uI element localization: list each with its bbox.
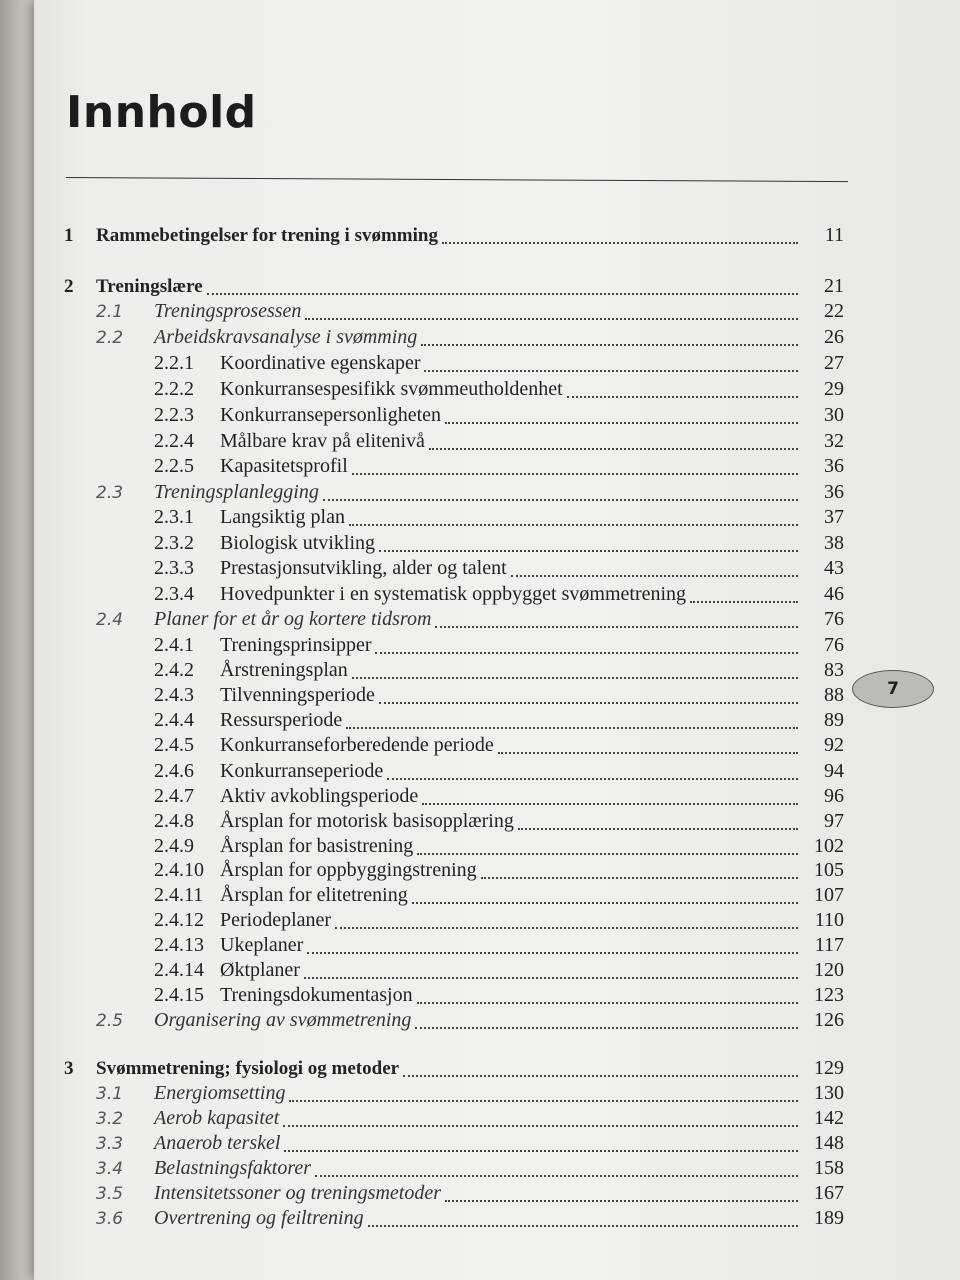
toc-entry xyxy=(64,455,844,481)
toc-entry-title: Aerob kapasitet xyxy=(154,1107,280,1129)
dot-leader xyxy=(442,242,798,244)
toc-entry-title: Treningsdokumentasjon xyxy=(220,984,413,1006)
toc-entry-number: 2.3.4 xyxy=(154,583,194,605)
toc-entry-number: 3 xyxy=(64,1058,74,1079)
toc-entry xyxy=(64,1057,844,1083)
toc-entry-page: 76 xyxy=(824,608,844,630)
dot-leader xyxy=(289,1100,798,1102)
toc-entry-page: 32 xyxy=(824,430,844,452)
toc-entry-title: Energiomsetting xyxy=(154,1082,286,1104)
toc-entry xyxy=(64,684,844,710)
toc-entry-number: 2.3.3 xyxy=(154,557,194,579)
toc-entry xyxy=(64,634,844,660)
toc-entry-page: 26 xyxy=(824,326,844,348)
toc-entry-number: 2.4.11 xyxy=(154,884,204,906)
toc-entry-title: Intensitetssoner og treningsmetoder xyxy=(154,1182,442,1204)
toc-entry-number: 2.4.12 xyxy=(154,909,204,931)
toc-entry-title: Aktiv avkoblingsperiode xyxy=(220,785,419,807)
toc-entry-page: 22 xyxy=(824,300,844,322)
dot-leader xyxy=(417,853,798,855)
dot-leader xyxy=(435,626,798,628)
toc-entry-number: 2.5 xyxy=(96,1011,124,1031)
toc-entry-title: Anaerob terskel xyxy=(154,1132,281,1154)
toc-entry xyxy=(64,608,844,634)
toc-entry-number: 2.2.4 xyxy=(154,430,194,452)
toc-entry-number: 3.1 xyxy=(96,1084,124,1104)
dot-leader xyxy=(481,877,798,879)
dot-leader xyxy=(567,396,798,398)
toc-entry-title: Konkurranseperiode xyxy=(220,760,384,782)
toc-entry xyxy=(64,859,844,885)
toc-entry-page: 38 xyxy=(824,532,844,554)
dot-leader xyxy=(379,550,798,552)
toc-entry-number: 2.4.3 xyxy=(154,684,194,706)
toc-entry-page: 97 xyxy=(824,810,844,832)
toc-entry-page: 43 xyxy=(824,557,844,579)
toc-entry-title: Planer for et år og kortere tidsrom xyxy=(154,608,432,630)
toc-entry-title: Svømmetrening; fysiologi og metoder xyxy=(96,1058,400,1079)
dot-leader xyxy=(690,601,798,603)
toc-entry-number: 2.4.9 xyxy=(154,835,194,857)
toc-entry-page: 167 xyxy=(814,1182,844,1204)
toc-entry xyxy=(64,1107,844,1133)
toc-entry xyxy=(64,1207,844,1233)
toc-entry-number: 3.3 xyxy=(96,1134,124,1154)
toc-entry-title: Belastningsfaktorer xyxy=(154,1157,312,1179)
dot-leader xyxy=(352,677,798,679)
toc-entry xyxy=(64,1132,844,1158)
toc-entry-title: Arbeidskravsanalyse i svømming xyxy=(154,326,418,348)
toc-entry-title: Tilvenningsperiode xyxy=(220,684,375,706)
dot-leader xyxy=(421,344,798,346)
toc-entry-title: Periodeplaner xyxy=(220,909,332,931)
dot-leader xyxy=(511,575,798,577)
toc-entry-page: 29 xyxy=(824,378,844,400)
toc-entry-page: 105 xyxy=(814,859,844,881)
dot-leader xyxy=(375,652,798,654)
toc-entry-page: 88 xyxy=(824,684,844,706)
toc-entry xyxy=(64,506,844,532)
toc-entry-number: 2.2.2 xyxy=(154,378,194,400)
toc-entry-title: Langsiktig plan xyxy=(220,506,345,528)
toc-entry-title: Årsplan for elitetrening xyxy=(220,884,408,906)
toc-entry-title: Hovedpunkter i en systematisk oppbygget svømmetrening xyxy=(220,583,687,605)
dot-leader xyxy=(422,803,798,805)
toc-entry-number: 2.3.2 xyxy=(154,532,194,554)
dot-leader xyxy=(304,977,798,979)
dot-leader xyxy=(346,727,798,729)
toc-entry-title: Årsplan for motorisk basisopplæring xyxy=(220,810,514,832)
dot-leader xyxy=(207,293,798,295)
toc-entry-page: 130 xyxy=(814,1082,844,1104)
toc-entry-page: 189 xyxy=(814,1207,844,1229)
toc-entry xyxy=(64,1009,844,1035)
dot-leader xyxy=(349,524,798,526)
dot-leader xyxy=(403,1075,798,1077)
toc-entry-title: Treningsprinsipper xyxy=(220,634,372,656)
toc-entry-title: Årsplan for oppbyggingstrening xyxy=(220,859,477,881)
toc-entry xyxy=(64,835,844,861)
toc-entry-page: 117 xyxy=(814,934,844,956)
toc-entry-number: 2.4.4 xyxy=(154,709,194,731)
page-heading: Innhold xyxy=(66,87,257,139)
toc-entry-page: 158 xyxy=(814,1157,844,1179)
toc-entry-page: 89 xyxy=(824,709,844,731)
toc-entry-number: 2 xyxy=(64,276,74,297)
toc-entry-title: Konkurransespesifikk svømmeutholdenhet xyxy=(220,378,563,400)
toc-entry-number: 1 xyxy=(64,225,74,246)
toc-entry-number: 2.4 xyxy=(96,610,124,630)
toc-entry-title: Organisering av svømmetrening xyxy=(154,1009,412,1031)
toc-entry xyxy=(64,378,844,404)
toc-entry-number: 2.4.2 xyxy=(154,659,194,681)
toc-entry-number: 2.3.1 xyxy=(154,506,194,528)
dot-leader xyxy=(417,1002,798,1004)
toc-entry xyxy=(64,734,844,760)
dot-leader xyxy=(379,702,798,704)
toc-entry-number: 2.2.5 xyxy=(154,455,194,477)
toc-entry xyxy=(64,275,844,301)
toc-entry-page: 76 xyxy=(824,634,844,656)
toc-entry-number: 3.4 xyxy=(96,1159,124,1179)
toc-entry xyxy=(64,300,844,326)
dot-leader xyxy=(445,1200,798,1202)
toc-entry-number: 2.4.14 xyxy=(154,959,204,981)
dot-leader xyxy=(305,318,798,320)
dot-leader xyxy=(368,1225,798,1227)
dot-leader xyxy=(284,1150,798,1152)
toc-entry-number: 3.2 xyxy=(96,1109,124,1129)
toc-entry xyxy=(64,1182,844,1208)
toc-entry-number: 2.4.7 xyxy=(154,785,194,807)
toc-entry-title: Prestasjonsutvikling, alder og talent xyxy=(220,557,507,579)
toc-entry xyxy=(64,532,844,558)
dot-leader xyxy=(415,1027,798,1029)
page-number-tab: 7 xyxy=(852,670,934,708)
toc-entry-page: 46 xyxy=(824,583,844,605)
toc-entry-title: Målbare krav på elitenivå xyxy=(220,430,425,452)
toc-entry xyxy=(64,785,844,811)
toc-entry xyxy=(64,583,844,609)
toc-entry-page: 123 xyxy=(814,984,844,1006)
dot-leader xyxy=(498,752,798,754)
toc-entry-title: Ukeplaner xyxy=(220,934,304,956)
toc-entry xyxy=(64,709,844,735)
toc-entry-number: 3.6 xyxy=(96,1209,124,1229)
toc-entry-page: 83 xyxy=(824,659,844,681)
toc-entry-page: 27 xyxy=(824,352,844,374)
toc-entry xyxy=(64,934,844,960)
toc-entry-number: 2.2.3 xyxy=(154,404,194,426)
toc-entry xyxy=(64,481,844,507)
toc-entry-title: Treningslære xyxy=(96,276,203,297)
toc-entry xyxy=(64,659,844,685)
toc-entry-number: 2.4.6 xyxy=(154,760,194,782)
dot-leader xyxy=(352,473,798,475)
toc-entry-number: 2.4.10 xyxy=(154,859,204,881)
toc-entry-page: 102 xyxy=(814,835,844,857)
toc-entry-page: 37 xyxy=(824,506,844,528)
dot-leader xyxy=(307,952,798,954)
toc-entry-number: 2.4.8 xyxy=(154,810,194,832)
toc-entry-page: 94 xyxy=(824,760,844,782)
toc-entry xyxy=(64,884,844,910)
toc-entry-number: 2.4.15 xyxy=(154,984,204,1006)
toc-entry xyxy=(64,326,844,352)
toc-entry-number: 2.4.13 xyxy=(154,934,204,956)
toc-entry-number: 2.3 xyxy=(96,483,124,503)
toc-entry-title: Kapasitetsprofil xyxy=(220,455,348,477)
toc-entry-page: 107 xyxy=(814,884,844,906)
toc-entry-page: 92 xyxy=(824,734,844,756)
dot-leader xyxy=(429,448,798,450)
toc-entry xyxy=(64,984,844,1010)
toc-entry-number: 2.2 xyxy=(96,328,124,348)
toc-entry xyxy=(64,959,844,985)
toc-entry xyxy=(64,1082,844,1108)
toc-entry xyxy=(64,760,844,786)
toc-entry-number: 2.1 xyxy=(96,302,124,322)
toc-entry-page: 120 xyxy=(814,959,844,981)
toc-entry-page: 142 xyxy=(814,1107,844,1129)
toc-entry xyxy=(64,224,844,250)
toc-entry-page: 96 xyxy=(824,785,844,807)
toc-entry xyxy=(64,909,844,935)
toc-entry-number: 2.4.5 xyxy=(154,734,194,756)
dot-leader xyxy=(283,1125,798,1127)
dot-leader xyxy=(335,927,798,929)
toc-entry xyxy=(64,404,844,430)
toc-entry-title: Øktplaner xyxy=(220,959,300,981)
toc-entry-title: Overtrening og feiltrening xyxy=(154,1207,364,1229)
toc-entry-page: 11 xyxy=(824,224,844,246)
toc-entry-title: Treningsprosessen xyxy=(154,300,302,322)
toc-entry-title: Konkurranseforberedende periode xyxy=(220,734,494,756)
toc-entry-page: 30 xyxy=(824,404,844,426)
toc-entry-page: 148 xyxy=(814,1132,844,1154)
toc-entry-page: 36 xyxy=(824,481,844,503)
dot-leader xyxy=(315,1175,798,1177)
dot-leader xyxy=(323,499,798,501)
dot-leader xyxy=(518,828,798,830)
toc-entry-page: 21 xyxy=(824,275,844,297)
toc-entry-number: 2.2.1 xyxy=(154,352,194,374)
dot-leader xyxy=(445,422,798,424)
toc-entry xyxy=(64,557,844,583)
toc-entry-title: Treningsplanlegging xyxy=(154,481,319,503)
toc-entry-page: 129 xyxy=(814,1057,844,1079)
toc-entry-title: Årsplan for basistrening xyxy=(220,835,414,857)
toc-entry-title: Koordinative egenskaper xyxy=(220,352,421,374)
toc-entry xyxy=(64,352,844,378)
toc-entry-number: 3.5 xyxy=(96,1184,124,1204)
dot-leader xyxy=(412,902,798,904)
toc-entry-title: Ressursperiode xyxy=(220,709,343,731)
toc-entry xyxy=(64,1157,844,1183)
toc-entry xyxy=(64,430,844,456)
toc-entry-title: Rammebetingelser for trening i svømming xyxy=(96,225,438,246)
dot-leader xyxy=(387,778,798,780)
toc-entry-title: Biologisk utvikling xyxy=(220,532,376,554)
toc-entry-page: 126 xyxy=(814,1009,844,1031)
toc-entry-title: Konkurransepersonligheten xyxy=(220,404,442,426)
toc-entry xyxy=(64,810,844,836)
toc-entry-number: 2.4.1 xyxy=(154,634,194,656)
toc-entry-page: 36 xyxy=(824,455,844,477)
toc-entry-page: 110 xyxy=(814,909,844,931)
toc-entry-title: Årstreningsplan xyxy=(220,659,348,681)
dot-leader xyxy=(424,370,798,372)
